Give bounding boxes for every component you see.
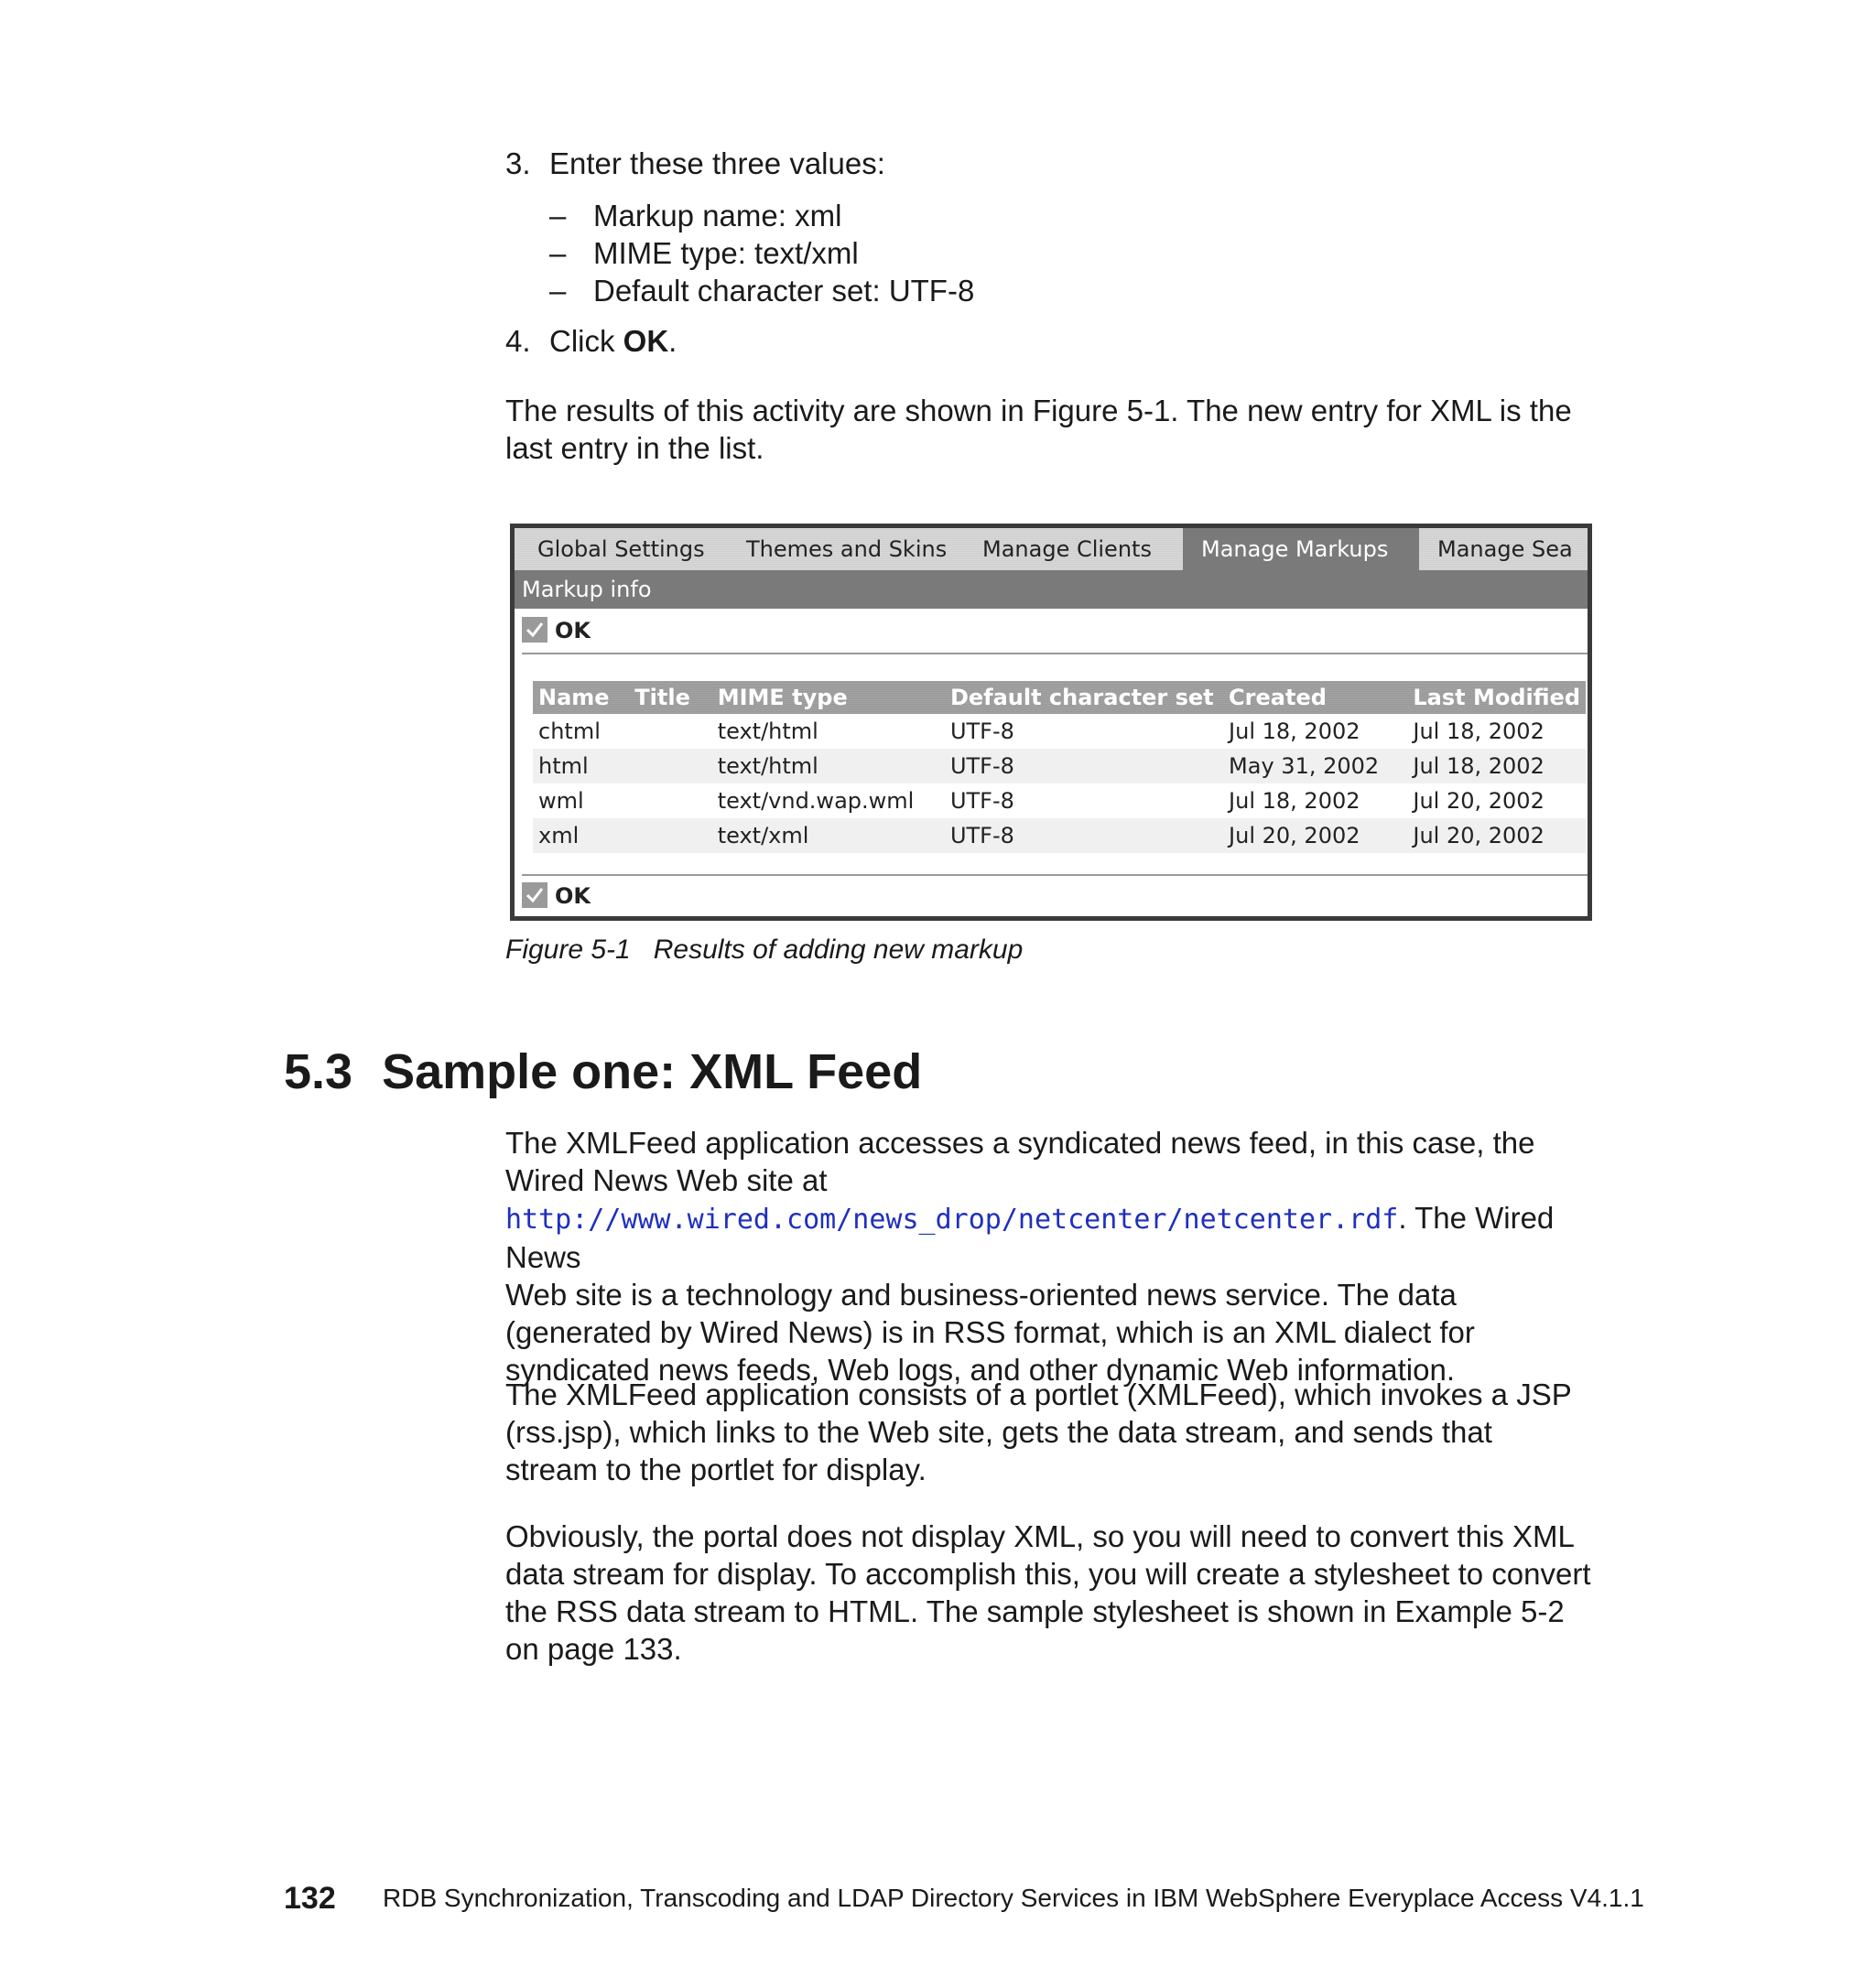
bullet-charset: [549, 272, 974, 309]
checkmark-icon: [522, 617, 547, 643]
para-line: The XMLFeed application consists of a portlet (XMLFeed), which invokes a JSP: [505, 1378, 1572, 1411]
table-row[interactable]: [533, 714, 1586, 749]
para-line: The XMLFeed application accesses a syndicated news feed, in this case, the: [505, 1126, 1535, 1160]
tab-manage-clients[interactable]: Manage Clients: [982, 536, 1152, 562]
wired-news-link[interactable]: http://www.wired.com/news_drop/netcenter/netcenter.rdf: [505, 1204, 1399, 1236]
cell-charset: UTF-8: [945, 749, 1223, 783]
cell-created: Jul 20, 2002: [1223, 818, 1407, 853]
step-suffix: .: [668, 324, 677, 358]
cell-modified: Jul 18, 2002: [1413, 718, 1544, 744]
para-line: the RSS data stream to HTML. The sample stylesheet is shown in Example 5-2: [505, 1594, 1565, 1628]
dash: –: [549, 274, 567, 308]
para-line: stream to the portlet for display.: [505, 1453, 927, 1486]
tab-global-settings[interactable]: Global Settings: [537, 536, 705, 562]
para-line: (generated by Wired News) is in RSS format, which is an XML dialect for: [505, 1315, 1475, 1349]
cell-created: Jul 18, 2002: [1229, 788, 1360, 814]
bullet-text: MIME type: text/xml: [593, 236, 859, 270]
cell-charset: UTF-8: [945, 818, 1223, 853]
paragraph-xmlfeed-intro: [505, 1124, 1604, 1388]
ok-button-bottom[interactable]: [522, 880, 591, 913]
col-mime-type[interactable]: MIME type: [712, 681, 945, 714]
ok-button-top[interactable]: [522, 614, 591, 647]
markups-table: [533, 681, 1586, 853]
cell-mime: text/vnd.wap.wml: [717, 788, 915, 814]
cell-modified: Jul 20, 2002: [1407, 818, 1586, 853]
para-line: The results of this activity are shown in Figure 5-1. The new entry for XML is the: [505, 394, 1572, 427]
step-bold-ok: OK: [623, 324, 669, 358]
section-title: Sample one: XML Feed: [382, 1044, 923, 1099]
para-text: . The Wired News: [505, 1201, 1555, 1274]
cell-created: Jul 18, 2002: [1229, 718, 1360, 744]
cell-title: [629, 714, 711, 749]
cell-mime: text/html: [712, 749, 945, 783]
step-text: Click: [549, 324, 623, 358]
para-line: Wired News Web site at: [505, 1163, 828, 1197]
bullet-markup-name: [549, 197, 841, 234]
bullet-text: Default character set: UTF-8: [593, 274, 975, 308]
para-line: Obviously, the portal does not display XML, so you will need to convert this XML: [505, 1519, 1575, 1553]
para-line: syndicated news feeds, Web logs, and other dynamic Web information.: [505, 1353, 1456, 1387]
cell-name: xml: [533, 818, 629, 853]
cell-name: html: [533, 749, 629, 783]
col-last-modified[interactable]: Last Modified: [1407, 681, 1586, 714]
step-text: Enter these three values:: [549, 146, 885, 180]
divider: [522, 874, 1588, 876]
dash: –: [549, 199, 567, 232]
table-row[interactable]: [533, 783, 1586, 818]
checkmark-icon: [522, 882, 547, 908]
cell-modified: Jul 18, 2002: [1407, 749, 1586, 783]
cell-title: [629, 749, 711, 783]
footer-book-title: RDB Synchronization, Transcoding and LDAP Directory Services in IBM WebSphere Everyplace Access V4.1.1: [383, 1884, 1644, 1912]
paragraph-xmlfeed-portlet: [505, 1376, 1604, 1488]
para-line: (rss.jsp), which links to the Web site, gets the data stream, and sends that: [505, 1415, 1492, 1449]
para-line: data stream for display. To accomplish this, you will create a stylesheet to convert: [505, 1557, 1591, 1591]
table-row[interactable]: [533, 818, 1586, 853]
cell-title: [629, 783, 711, 818]
tab-themes-and-skins[interactable]: Themes and Skins: [746, 536, 948, 562]
divider: [522, 653, 1588, 654]
paragraph-stylesheet: [505, 1518, 1604, 1668]
para-line: [505, 1199, 1604, 1276]
markup-admin-screenshot: [510, 524, 1592, 921]
cell-charset: UTF-8: [949, 718, 1014, 744]
tab-manage-markups[interactable]: Manage Markups: [1183, 528, 1419, 570]
dash: –: [549, 236, 567, 270]
col-title[interactable]: Title: [629, 681, 711, 714]
cell-name: chtml: [538, 718, 601, 744]
col-created[interactable]: Created: [1223, 681, 1407, 714]
tab-bar: [515, 528, 1588, 570]
intro-paragraph: [505, 392, 1604, 467]
markup-info-title: Markup info: [515, 570, 1588, 609]
para-line: last entry in the list.: [505, 431, 764, 465]
col-name[interactable]: Name: [533, 681, 629, 714]
para-line: on page 133.: [505, 1632, 682, 1666]
para-line: Web site is a technology and business-oriented news service. The data: [505, 1278, 1457, 1312]
cell-modified: Jul 20, 2002: [1413, 788, 1544, 814]
tab-manage-search[interactable]: Manage Sea: [1437, 536, 1573, 562]
cell-created: May 31, 2002: [1223, 749, 1407, 783]
step-3: [505, 145, 885, 182]
cell-title: [629, 818, 711, 853]
cell-mime: text/html: [717, 718, 818, 744]
figure-caption: Figure 5-1 Results of adding new markup: [505, 935, 1024, 965]
col-default-charset[interactable]: Default character set: [945, 681, 1223, 714]
table-header-row: [533, 681, 1586, 714]
section-number: 5.3: [284, 1044, 353, 1099]
cell-name: wml: [538, 788, 584, 814]
section-heading: [284, 1043, 922, 1100]
page-number: 132: [284, 1881, 336, 1916]
step-number: 3.: [505, 146, 531, 180]
step-number: 4.: [505, 324, 531, 358]
cell-charset: UTF-8: [949, 788, 1014, 814]
ok-label: OK: [555, 883, 591, 909]
cell-mime: text/xml: [712, 818, 945, 853]
bullet-text: Markup name: xml: [593, 199, 842, 232]
bullet-mime-type: [549, 234, 859, 272]
ok-label: OK: [555, 618, 591, 643]
table-row[interactable]: [533, 749, 1586, 783]
step-4: [505, 322, 677, 360]
